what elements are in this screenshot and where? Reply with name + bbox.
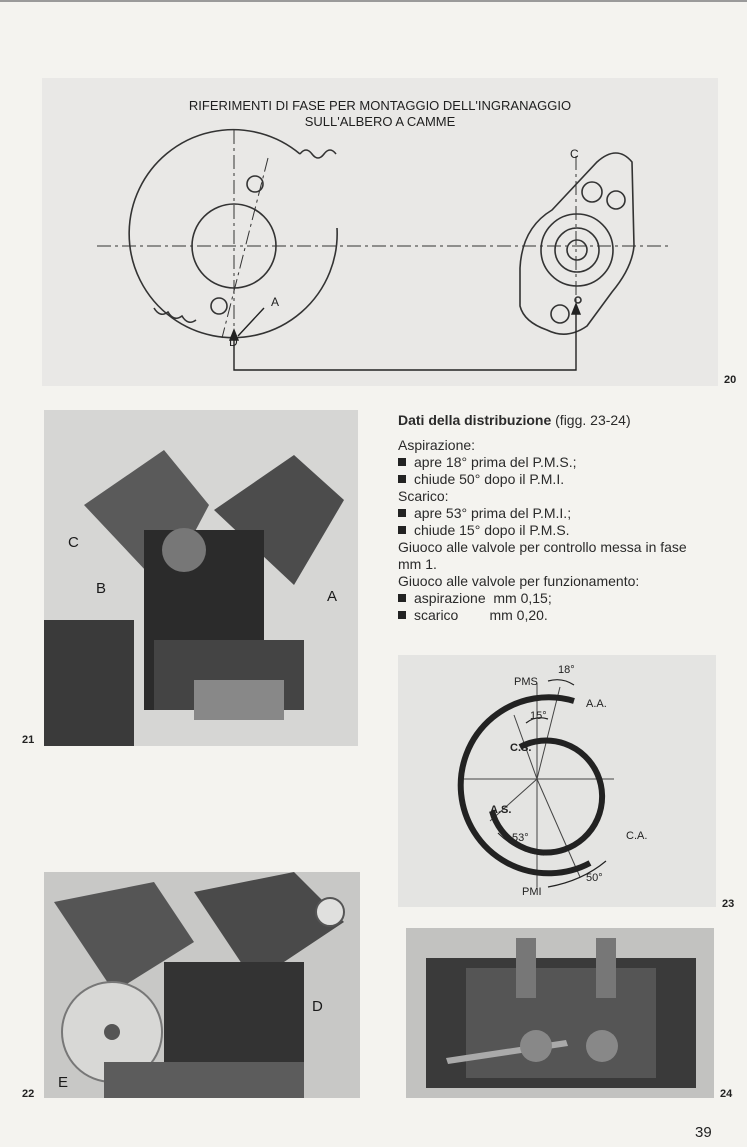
fig24-number: 24 xyxy=(720,1088,733,1100)
fig20-label-a: A xyxy=(271,295,280,309)
bullet xyxy=(398,526,406,534)
figure-23-valve-timing-diagram xyxy=(398,655,716,907)
exhaust-open: apre 53° prima del P.M.I.; xyxy=(414,505,572,521)
fig23-number: 23 xyxy=(722,898,735,910)
bullet xyxy=(398,475,406,483)
fig20-label-d: D xyxy=(229,335,238,349)
fig21-label-a: A xyxy=(327,588,338,605)
fig22-number: 22 xyxy=(22,1088,35,1100)
bullet xyxy=(398,458,406,466)
fig23-deg53: 53° xyxy=(512,832,529,844)
distribution-data xyxy=(398,412,728,624)
page-number: 39 xyxy=(695,1124,712,1141)
clearance-intake: aspirazione mm 0,15; xyxy=(414,590,552,606)
fig21-label-b: B xyxy=(96,580,107,597)
fig21-number: 21 xyxy=(22,734,35,746)
exhaust-close: chiude 15° dopo il P.M.S. xyxy=(414,522,570,538)
fig20-caption-line1: RIFERIMENTI DI FASE PER MONTAGGIO DELL'INGRANAGGIO xyxy=(188,98,572,113)
top-rule xyxy=(0,0,747,2)
bullet xyxy=(398,594,406,602)
fig22-label-e: E xyxy=(58,1074,69,1091)
intake-close: chiude 50° dopo il P.M.I. xyxy=(414,471,565,487)
fig23-pms: PMS xyxy=(514,676,538,688)
intake-open: apre 18° prima del P.M.S.; xyxy=(414,454,577,470)
figure-24-cylinder-head-photo xyxy=(406,928,714,1098)
clearance-check-line1: Giuoco alle valvole per controllo messa in fase xyxy=(398,539,687,555)
clearance-exhaust: scarico mm 0,20. xyxy=(414,607,548,623)
bullet xyxy=(398,509,406,517)
figure-22-engine-photo xyxy=(44,872,360,1098)
fig23-ca: C.A. xyxy=(626,830,648,842)
fig20-label-c: C xyxy=(570,147,579,161)
intake-heading: Aspirazione: xyxy=(398,437,476,453)
figure-21-engine-photo xyxy=(44,410,358,746)
figure-20-timing-diagram xyxy=(42,78,718,386)
fig22-label-d: D xyxy=(312,998,323,1015)
fig20-number: 20 xyxy=(724,374,737,386)
cylinder-head-shapes xyxy=(406,928,714,1098)
fig23-aa: A.A. xyxy=(586,698,607,710)
engine-photo-shapes xyxy=(44,872,360,1098)
fig23-cs: C.S. xyxy=(510,742,532,754)
fig23-pmi: PMI xyxy=(522,886,542,898)
clearance-check-line2: mm 1. xyxy=(398,556,437,572)
fig20-caption-line2: SULL'ALBERO A CAMME xyxy=(304,114,456,129)
fig23-deg15: 15° xyxy=(530,710,547,722)
fig23-as: A.S. xyxy=(490,804,512,816)
fig21-label-c: C xyxy=(68,534,79,551)
fig23-deg18: 18° xyxy=(558,664,575,676)
distribution-title-ref: (figg. 23-24) xyxy=(551,412,631,428)
exhaust-heading: Scarico: xyxy=(398,488,449,504)
bullet xyxy=(398,611,406,619)
engine-photo-shapes xyxy=(44,410,358,746)
fig23-deg50: 50° xyxy=(586,872,603,884)
distribution-title: Dati della distribuzione xyxy=(398,412,552,428)
clearance-run: Giuoco alle valvole per funzionamento: xyxy=(398,573,640,589)
valve-timing-svg xyxy=(398,655,716,907)
